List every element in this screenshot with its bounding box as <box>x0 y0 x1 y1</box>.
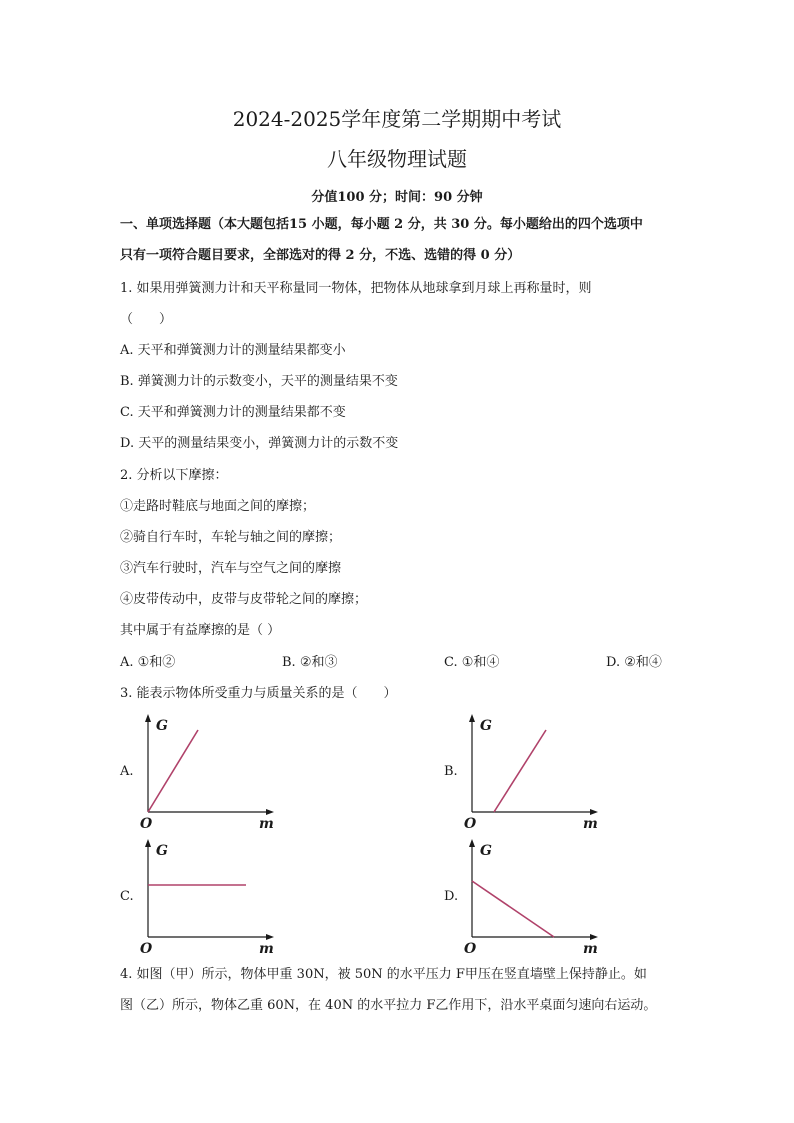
q2-item-4: ④皮带传动中，皮带与皮带轮之间的摩擦； <box>120 592 368 607</box>
graph-b-line <box>494 730 546 812</box>
q2-question: 其中属于有益摩擦的是（ ） <box>120 623 281 638</box>
q1-option-d: D. 天平的测量结果变小，弹簧测力计的示数不变 <box>120 436 399 451</box>
graph-b-x-arrow <box>590 809 598 815</box>
score-info: 分值100 分；时间：90 分钟 <box>311 190 483 205</box>
section-heading-line2: 只有一项符合题目要求，全部选对的得 2 分，不选、选错的得 0 分） <box>120 248 521 263</box>
q2-option-a: A. ①和② <box>120 655 176 670</box>
graph-b-label: B. <box>444 764 458 779</box>
q1-option-b: B. 弹簧测力计的示数变小，天平的测量结果不变 <box>120 374 398 389</box>
q3-stem: 3. 能表示物体所受重力与质量关系的是（ ） <box>120 686 397 701</box>
graph-d-origin-label: O <box>464 941 477 957</box>
graph-c-x-arrow <box>266 934 274 940</box>
graph-a-origin-label: O <box>140 816 153 832</box>
graph-a-x-label: m <box>259 816 274 832</box>
graph-c-y-label: G <box>156 843 168 859</box>
q2-option-b: B. ②和③ <box>282 655 338 670</box>
graph-a <box>136 712 286 837</box>
q2-item-2: ②骑自行车时，车轮与轴之间的摩擦； <box>120 530 342 545</box>
section-heading-line1: 一、单项选择题（本大题包括15 小题，每小题 2 分，共 30 分。每小题给出的四个选项中 <box>120 217 643 232</box>
graph-b-y-label: G <box>480 718 492 734</box>
graph-d-y-label: G <box>480 843 492 859</box>
exam-title: 2024-2025学年度第二学期期中考试 <box>232 107 562 131</box>
graph-d <box>460 837 610 962</box>
graph-a-x-arrow <box>266 809 274 815</box>
q1-option-c: C. 天平和弹簧测力计的测量结果都不变 <box>120 405 346 420</box>
q2-item-1: ①走路时鞋底与地面之间的摩擦； <box>120 499 316 514</box>
graph-d-y-arrow <box>469 839 475 847</box>
graph-c-y-arrow <box>145 839 151 847</box>
graph-a-y-label: G <box>156 718 168 734</box>
q4-line2: 图（乙）所示，物体乙重 60N，在 40N 的水平拉力 F乙作用下，沿水平桌面匀速向右运动。 <box>120 998 657 1013</box>
graph-d-x-arrow <box>590 934 598 940</box>
graph-a-y-arrow <box>145 714 151 722</box>
graph-d-label: D. <box>444 889 459 904</box>
graph-c-x-label: m <box>259 941 274 957</box>
graph-b-x-label: m <box>583 816 598 832</box>
graph-c <box>136 837 286 962</box>
graph-a-line <box>148 730 198 812</box>
q2-stem: 2. 分析以下摩擦： <box>120 468 228 483</box>
q1-option-a: A. 天平和弹簧测力计的测量结果都变小 <box>120 343 346 358</box>
graph-c-origin-label: O <box>140 941 153 957</box>
q4-line1: 4. 如图（甲）所示，物体甲重 30N，被 50N 的水平压力 F甲压在竖直墙壁上保持静止。如 <box>120 967 647 982</box>
q2-item-3: ③汽车行驶时，汽车与空气之间的摩擦 <box>120 561 342 576</box>
q1-answer-paren: （ ） <box>120 312 173 327</box>
q2-option-d: D. ②和④ <box>606 655 662 670</box>
q1-stem: 1. 如果用弹簧测力计和天平称量同一物体，把物体从地球拿到月球上再称量时，则 <box>120 281 592 296</box>
graph-b-y-arrow <box>469 714 475 722</box>
graph-a-label: A. <box>120 764 134 779</box>
graph-b-origin-label: O <box>464 816 477 832</box>
exam-subtitle: 八年级物理试题 <box>327 147 467 171</box>
graph-d-x-label: m <box>583 941 598 957</box>
graph-b <box>460 712 610 837</box>
q2-option-c: C. ①和④ <box>444 655 500 670</box>
graph-c-label: C. <box>120 889 134 904</box>
graph-d-line <box>472 881 554 937</box>
